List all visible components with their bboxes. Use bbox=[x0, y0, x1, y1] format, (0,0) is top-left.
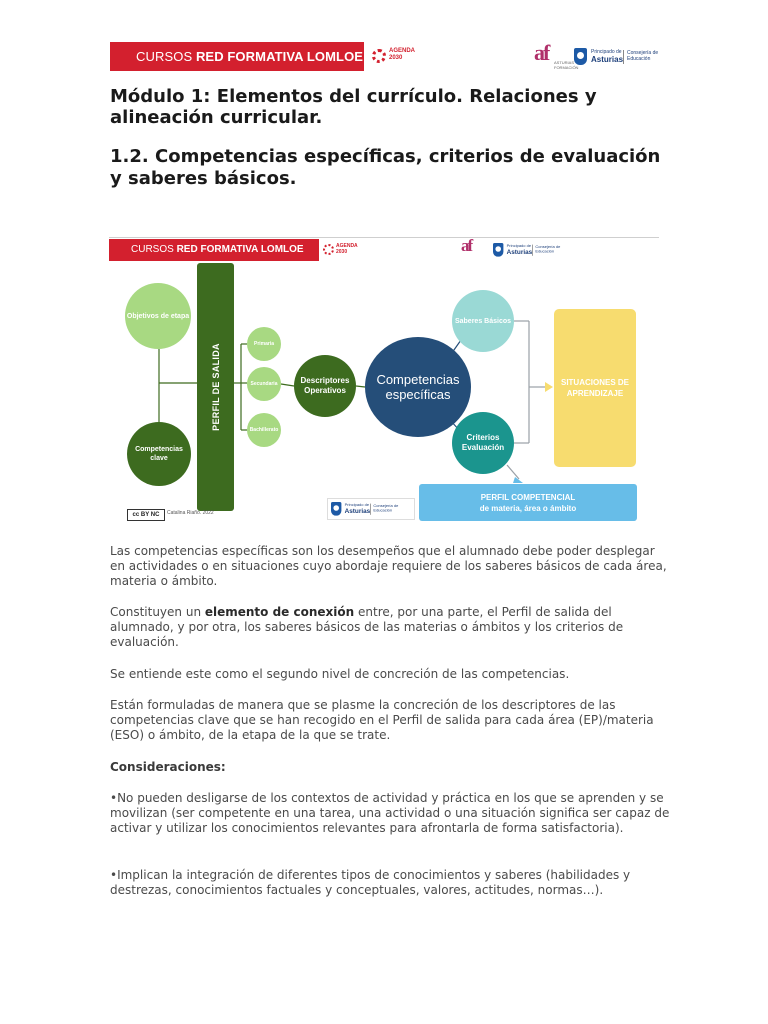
node-criterios-evaluacion: Criterios Evaluación bbox=[452, 412, 514, 474]
section-title: 1.2. Competencias específicas, criterios de evaluación y saberes básicos. bbox=[110, 146, 661, 189]
footer-consejeria-text: Consejería de Educación bbox=[373, 503, 399, 514]
node-bachillerato: Bachillerato bbox=[247, 413, 281, 447]
bullet-integracion: •Implican la integración de diferentes tipos de conocimientos y saberes (habilidades y destrezas, conocimientos factuales y conceptuales, valores, actitudes, normas…). bbox=[110, 868, 631, 897]
agenda-2030-logo bbox=[372, 48, 415, 66]
node-descriptores-operativos: Descriptores Operativos bbox=[294, 355, 356, 417]
principado-asturias-logo bbox=[574, 48, 664, 68]
diagram-consejeria-text: Consejería de Educación bbox=[535, 244, 561, 255]
connector-crit-perfil bbox=[507, 465, 519, 479]
heading-consideraciones: Consideraciones: bbox=[110, 760, 226, 774]
perfil-salida-text: PERFIL DE SALIDA bbox=[210, 343, 221, 431]
shield-icon bbox=[574, 48, 587, 65]
footer-shield-icon bbox=[331, 502, 341, 516]
footer-asturias-inner bbox=[331, 502, 403, 518]
diagram-brand-bold: RED FORMATIVA bbox=[176, 244, 261, 255]
node-objetivos-etapa: Objetivos de etapa bbox=[125, 283, 191, 349]
principado-big: Asturias bbox=[591, 55, 624, 64]
logo-divider bbox=[623, 50, 624, 64]
footer-principado-small: Principado de bbox=[344, 502, 370, 508]
diagram-agenda-text: AGENDA 2030 bbox=[336, 243, 358, 255]
paragraph-formuladas: Están formuladas de manera que se plasme la concreción de los descriptores de las competencias clave que se han recogido en el Perfil de salida para cada área (EP)/materia (ESO) o ámbito, de la etapa de la que se trate. bbox=[110, 698, 654, 742]
node-primaria: Primaria bbox=[247, 327, 281, 361]
node-competencias-especificas: Competencias específicas bbox=[365, 337, 471, 437]
node-competencias-clave: Competencias clave bbox=[127, 422, 191, 486]
paragraph-segundo-nivel: Se entiende este como el segundo nivel de concreción de las competencias. bbox=[110, 667, 570, 681]
af-logo-letters: af bbox=[534, 40, 549, 65]
principado-small: Principado de bbox=[591, 49, 622, 55]
agenda-ring-icon bbox=[372, 49, 386, 63]
brand-prefix: CURSOS bbox=[136, 49, 196, 64]
node-situaciones-aprendizaje: SITUACIONES DE APRENDIZAJE bbox=[554, 309, 636, 467]
p2-before: Constituyen un bbox=[110, 605, 205, 619]
diagram-brand-suffix: LOMLOE bbox=[260, 244, 304, 255]
principado-text bbox=[591, 49, 623, 64]
connector-sec-desc bbox=[281, 384, 294, 386]
page-header bbox=[110, 42, 658, 72]
creative-commons-badge: cc BY NC bbox=[127, 509, 165, 521]
footer-principado-text bbox=[345, 503, 371, 515]
af-logo bbox=[534, 40, 579, 70]
af-logo-sub: ASTURIAS FORMACIÓN bbox=[554, 60, 579, 70]
perfil-competencial-line1: PERFIL COMPETENCIAL bbox=[480, 492, 576, 502]
diagram-principado-small: Principado de bbox=[506, 243, 532, 249]
brand-suffix: LOMLOE bbox=[306, 49, 364, 64]
diagram-author: Catalina Riaño. 2022 bbox=[167, 510, 214, 516]
brand-bold: RED FORMATIVA bbox=[195, 49, 307, 64]
page-title: Módulo 1: Elementos del currículo. Relaciones y alineación curricular. bbox=[110, 86, 597, 128]
perfil-competencial-line2: de materia, área o ámbito bbox=[479, 503, 577, 513]
node-secundaria: Secundaria bbox=[247, 367, 281, 401]
consejeria-text: Consejería de Educación bbox=[627, 50, 659, 62]
p2-after: entre, por una parte, el Perfil de salida del alumnado, y por otra, los saberes básicos de las materias o ámbitos y los criterios de evaluación. bbox=[110, 605, 624, 649]
node-perfil-competencial bbox=[419, 484, 637, 521]
brand-banner bbox=[110, 42, 364, 71]
arrow-situaciones-icon bbox=[545, 382, 553, 392]
footer-logo-divider bbox=[370, 504, 371, 515]
paragraph-definition: Las competencias específicas son los desempeños que el alumnado debe poder desplegar en actividades o en situaciones cuyo abordaje requiere de los saberes básicos de cada área, materia o ámbito. bbox=[110, 544, 667, 588]
connector-desc-comp bbox=[356, 386, 365, 387]
paragraph-conexion bbox=[110, 605, 670, 650]
agenda-logo-text: AGENDA 2030 bbox=[389, 48, 415, 61]
perfil-salida-label bbox=[197, 263, 234, 511]
footer-principado-big: Asturias bbox=[344, 507, 371, 515]
curriculum-diagram bbox=[109, 237, 659, 527]
diagram-af-letters: af bbox=[461, 236, 472, 255]
p2-bold: elemento de conexión bbox=[204, 605, 355, 619]
bullet-contextos: •No pueden desligarse de los contextos de actividad y práctica en los que se aprenden y se movilizan (ser competente en una tarea, una actividad o una situación significa ser capaz de activar y utilizar los conocimientos relevantes para afrontarla de forma satisfactoria). bbox=[110, 791, 670, 835]
diagram-brand-prefix: CURSOS bbox=[131, 244, 177, 255]
node-saberes-basicos: Saberes Básicos bbox=[452, 290, 514, 352]
diagram-principado-big: Asturias bbox=[506, 248, 533, 256]
diagram-footer-asturias-logo bbox=[327, 498, 415, 520]
